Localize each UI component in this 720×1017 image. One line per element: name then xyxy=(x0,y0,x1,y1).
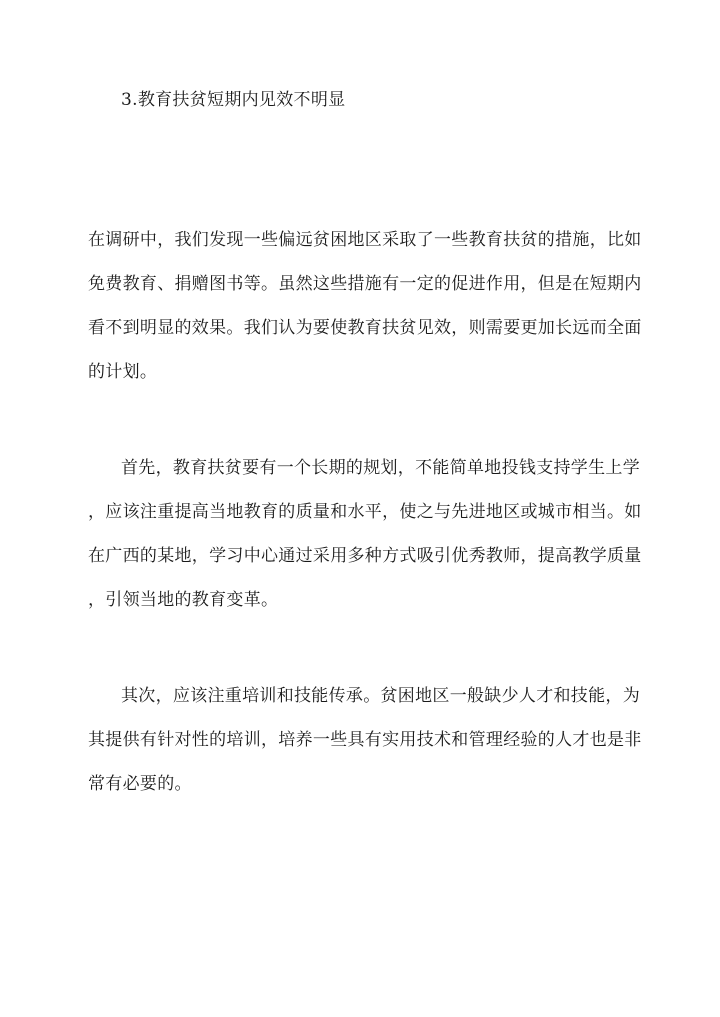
paragraph-line: ，应该注重提高当地教育的质量和水平，使之与先进地区或城市相当。如 xyxy=(88,502,642,522)
paragraph-line: 首先，教育扶贫要有一个长期的规划，不能简单地投钱支持学生上学 xyxy=(121,458,640,478)
section-heading: 3.教育扶贫短期内见效不明显 xyxy=(121,90,346,110)
paragraph-line: 的计划。 xyxy=(88,362,158,382)
paragraph-line: ，引领当地的教育变革。 xyxy=(88,590,279,610)
paragraph-line: 看不到明显的效果。我们认为要使教育扶贫见效，则需要更加长远而全面 xyxy=(88,318,642,338)
paragraph-line: 其提供有针对性的培训，培养一些具有实用技术和管理经验的人才也是非 xyxy=(88,730,642,750)
paragraph-line: 在调研中，我们发现一些偏远贫困地区采取了一些教育扶贫的措施，比如 xyxy=(88,230,642,250)
paragraph-line: 常有必要的。 xyxy=(88,774,192,794)
paragraph-line: 其次，应该注重培训和技能传承。贫困地区一般缺少人才和技能，为 xyxy=(121,686,640,706)
paragraph-line: 免费教育、捐赠图书等。虽然这些措施有一定的促进作用，但是在短期内 xyxy=(88,274,642,294)
paragraph-line: 在广西的某地，学习中心通过采用多种方式吸引优秀教师，提高教学质量 xyxy=(88,546,642,566)
